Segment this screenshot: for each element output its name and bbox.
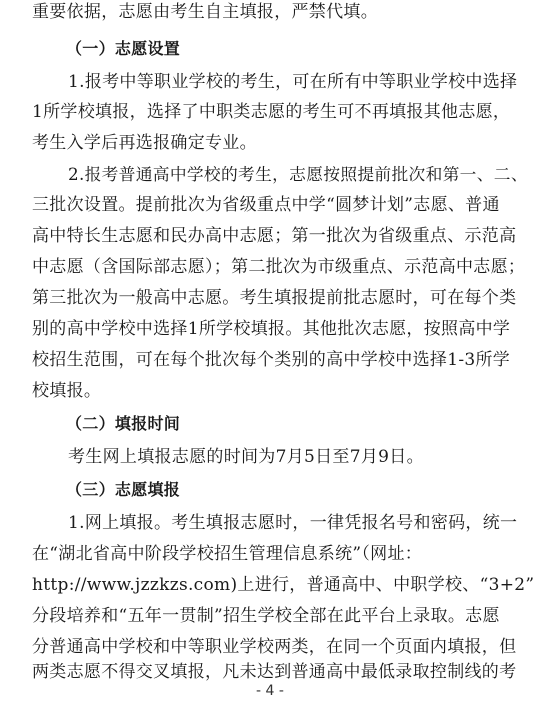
text-line: 校填报。	[32, 381, 102, 401]
text-line: 校招生范围，可在每个批次每个类别的高中学校中选择1-3所学	[32, 350, 511, 370]
text-line: 别的高中学校中选择1所学校填报。其他批次志愿，按照高中学	[32, 319, 511, 339]
text-line: 重要依据，志愿由考生自主填报，严禁代填。	[32, 2, 378, 22]
text-line: 考生入学后再选报确定专业。	[32, 133, 257, 153]
page-number: - 4 -	[256, 683, 284, 699]
text-line: 分普通高中学校和中等职业学校两类，在同一个页面内填报，但	[32, 637, 517, 657]
section-heading-2: （二）填报时间	[66, 414, 181, 433]
text-line: 考生网上填报志愿的时间为7月5日至7月9日。	[68, 447, 424, 467]
text-line: 第三批次为一般高中志愿。考生填报提前批志愿时，可在每个类	[32, 288, 517, 308]
text-line: 三批次设置。提前批次为省级重点中学“圆梦计划”志愿、普通	[32, 195, 500, 215]
section-heading-3: （三）志愿填报	[66, 480, 181, 499]
text-line: 在“湖北省高中阶段学校招生管理信息系统”（网址：	[32, 544, 423, 564]
text-line: 分段培养和“五年一贯制”招生学校全部在此平台上录取。志愿	[32, 606, 500, 626]
section-heading-1: （一）志愿设置	[66, 39, 181, 58]
text-line-url: http://www.jzzkzs.com)上进行，普通高中、中职学校、“3+2”	[32, 575, 535, 595]
text-line: 中志愿（含国际部志愿）；第二批次为市级重点、示范高中志愿；	[32, 257, 526, 277]
text-line: 2.报考普通高中学校的考生，志愿按照提前批次和第一、二、	[68, 164, 528, 184]
text-line: 高中特长生志愿和民办高中志愿；第一批次为省级重点、示范高	[32, 226, 517, 246]
text-line: 1所学校填报，选择了中职类志愿的考生可不再填报其他志愿，	[32, 102, 511, 122]
text-line: 1.报考中等职业学校的考生，可在所有中等职业学校中选择	[68, 72, 518, 92]
text-line: 两类志愿不得交叉填报，凡未达到普通高中最低录取控制线的考	[32, 662, 517, 682]
text-line: 1.网上填报。考生填报志愿时，一律凭报名号和密码，统一	[68, 513, 518, 533]
